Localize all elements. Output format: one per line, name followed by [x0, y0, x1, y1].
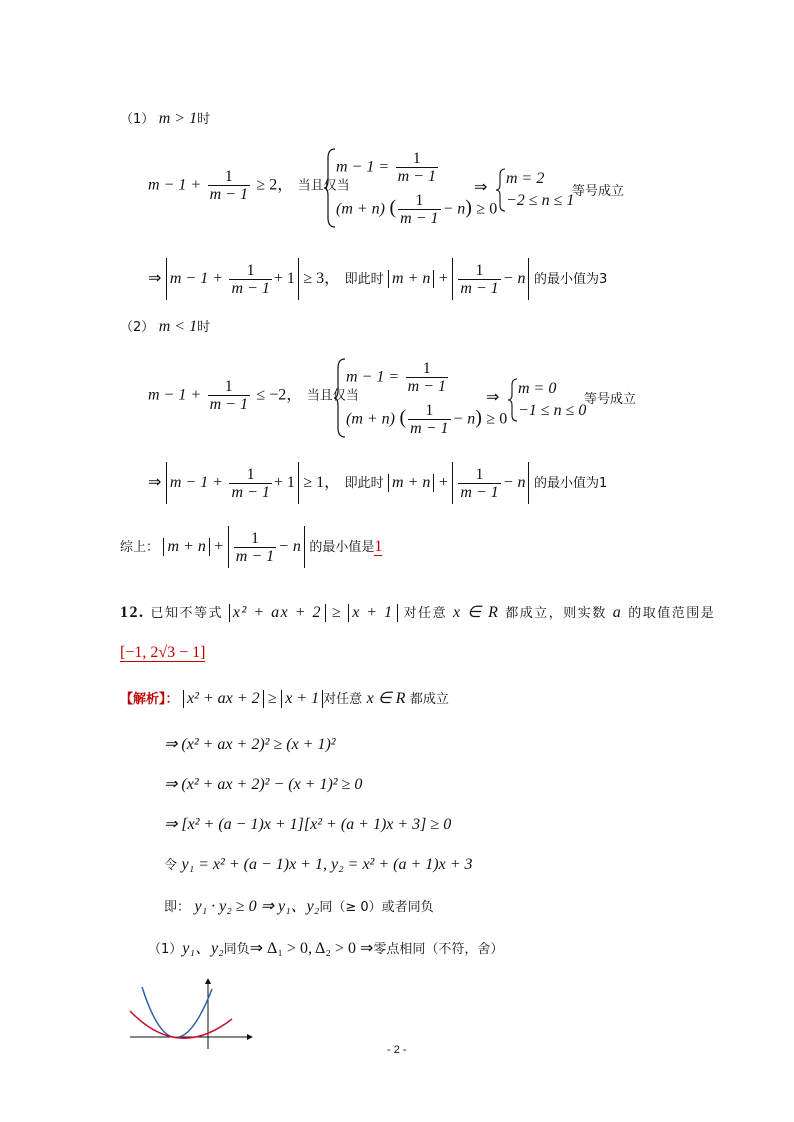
- case2-result-top: m = 0: [518, 380, 557, 397]
- case2-result-bottom: −1 ≤ n ≤ 0: [518, 402, 587, 419]
- case1-system-bottom: (m + n) ( $\frac{1}{m - 1}$ − n) ≥ 0: [336, 192, 498, 227]
- left-brace-icon: [324, 148, 336, 228]
- solution-tag: 【解析】：: [120, 692, 179, 707]
- parabola-sketch: [126, 975, 256, 1050]
- case-condition: m > 1: [158, 110, 198, 127]
- solution-line-7: （1）y₁、y₂同负⇒ Δ₁ > 0, Δ₂ > 0 ⇒零点相同（不符，舍）: [148, 940, 504, 957]
- case2-system-bottom: (m + n) ( $\frac{1}{m - 1}$ − n) ≥ 0: [346, 402, 508, 437]
- solution-line-4: ⇒ [x² + (a − 1)x + 1][x² + (a + 1)x + 3] ≥ 0: [164, 816, 452, 833]
- case2-inequality: m − 1 + $\frac{1}{m - 1}$ ≤ −2， 当且仅当: [148, 378, 359, 413]
- left-brace-icon: [496, 168, 506, 212]
- case2-implies: ⇒: [486, 389, 500, 406]
- fraction: $\frac{1}{m - 1}$: [209, 168, 248, 203]
- case1-equality-note: 等号成立: [572, 184, 625, 199]
- solution-line-6: 即： y₁ · y₂ ≥ 0 ⇒ y₁、y₂同（≥ 0）或者同负: [164, 898, 434, 915]
- summary-answer: 1: [374, 538, 383, 555]
- solution-line-5: 令 y₁ = x² + (a − 1)x + 1, y₂ = x² + (a + 1)x + 3: [164, 856, 473, 873]
- left-brace-icon: [508, 378, 518, 422]
- solution-line-3: ⇒ (x² + ax + 2)² − (x + 1)² ≥ 0: [164, 776, 363, 793]
- solution-line-2: ⇒ (x² + ax + 2)² ≥ (x + 1)²: [164, 736, 336, 753]
- solution-line-1: 【解析】： x² + ax + 2 ≥ x + 1 对任意 x ∈ R 都成立: [120, 690, 449, 707]
- case1-inequality: m − 1 + $\frac{1}{m - 1}$ ≥ 2， 当且仅当: [148, 168, 350, 203]
- case-label: （1）: [120, 112, 155, 127]
- case1-result-bottom: −2 ≤ n ≤ 1: [506, 192, 575, 209]
- summary-line: 综上： m + n + $\frac{1}{m - 1}$ − n 的最小值是1: [120, 526, 382, 568]
- case2-system-top: m − 1 = $\frac{1}{m - 1}$: [346, 360, 446, 395]
- case1-heading: （1） m > 1时: [120, 110, 211, 127]
- left-brace-icon: [334, 358, 346, 438]
- question-12-answer: [−1, 2√3 − 1]: [120, 644, 206, 661]
- case2-heading: （2） m < 1时: [120, 318, 211, 335]
- red-parabola: [130, 1011, 232, 1038]
- question-12: 12. 已知不等式 x² + ax + 2 ≥ x + 1 对任意 x ∈ R 都成立，则实数 a 的取值范围是: [120, 604, 716, 621]
- case1-result-top: m = 2: [506, 170, 545, 187]
- case1-implies: ⇒: [474, 179, 488, 196]
- case2-conclusion: ⇒ m − 1 + $\frac{1}{m - 1}$ + 1 ≥ 1， 即此时 m + n + $\frac{1}{m - 1}$ − n 的最小值为1: [148, 462, 607, 504]
- case1-system-top: m − 1 = $\frac{1}{m - 1}$: [336, 150, 436, 185]
- page-number: - 2 -: [387, 1044, 407, 1056]
- case2-equality-note: 等号成立: [584, 392, 637, 407]
- case1-conclusion: ⇒ m − 1 + $\frac{1}{m - 1}$ + 1 ≥ 3， 即此时 m + n + $\frac{1}{m - 1}$ − n 的最小值为3: [148, 258, 607, 300]
